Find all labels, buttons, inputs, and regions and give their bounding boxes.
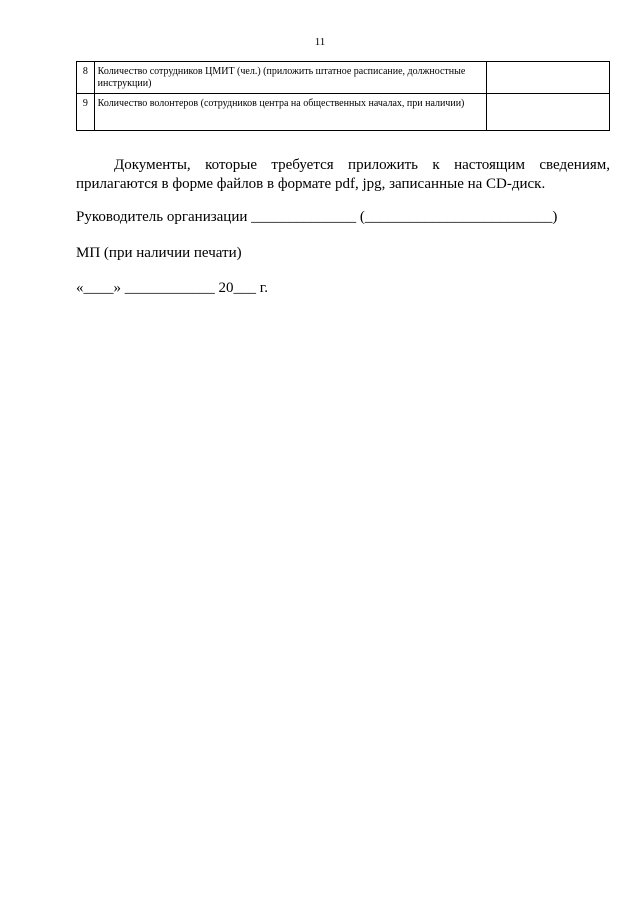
row-value-cell	[487, 62, 610, 94]
table-row	[77, 62, 610, 94]
signature-line: Руководитель организации ______________ (_________________________)	[76, 209, 558, 225]
date-line: «____» ____________ 20___ г.	[76, 280, 268, 296]
row-number: 9	[77, 94, 95, 131]
row-value-cell	[487, 94, 610, 131]
info-table	[76, 61, 610, 131]
table-row	[77, 94, 610, 131]
row-number: 8	[77, 62, 95, 94]
page-number: 11	[314, 36, 326, 48]
stamp-line: МП (при наличии печати)	[76, 245, 242, 261]
row-description: Количество сотрудников ЦМИТ (чел.) (приложить штатное расписание, должностные инструкции)	[94, 62, 487, 94]
documents-paragraph: Документы, которые требуется приложить к настоящим сведениям, прилагаются в форме файлов в формате pdf, jpg, записанные на CD-диск.	[76, 157, 610, 192]
row-description: Количество волонтеров (сотрудников центра на общественных началах, при наличии)	[94, 94, 487, 131]
